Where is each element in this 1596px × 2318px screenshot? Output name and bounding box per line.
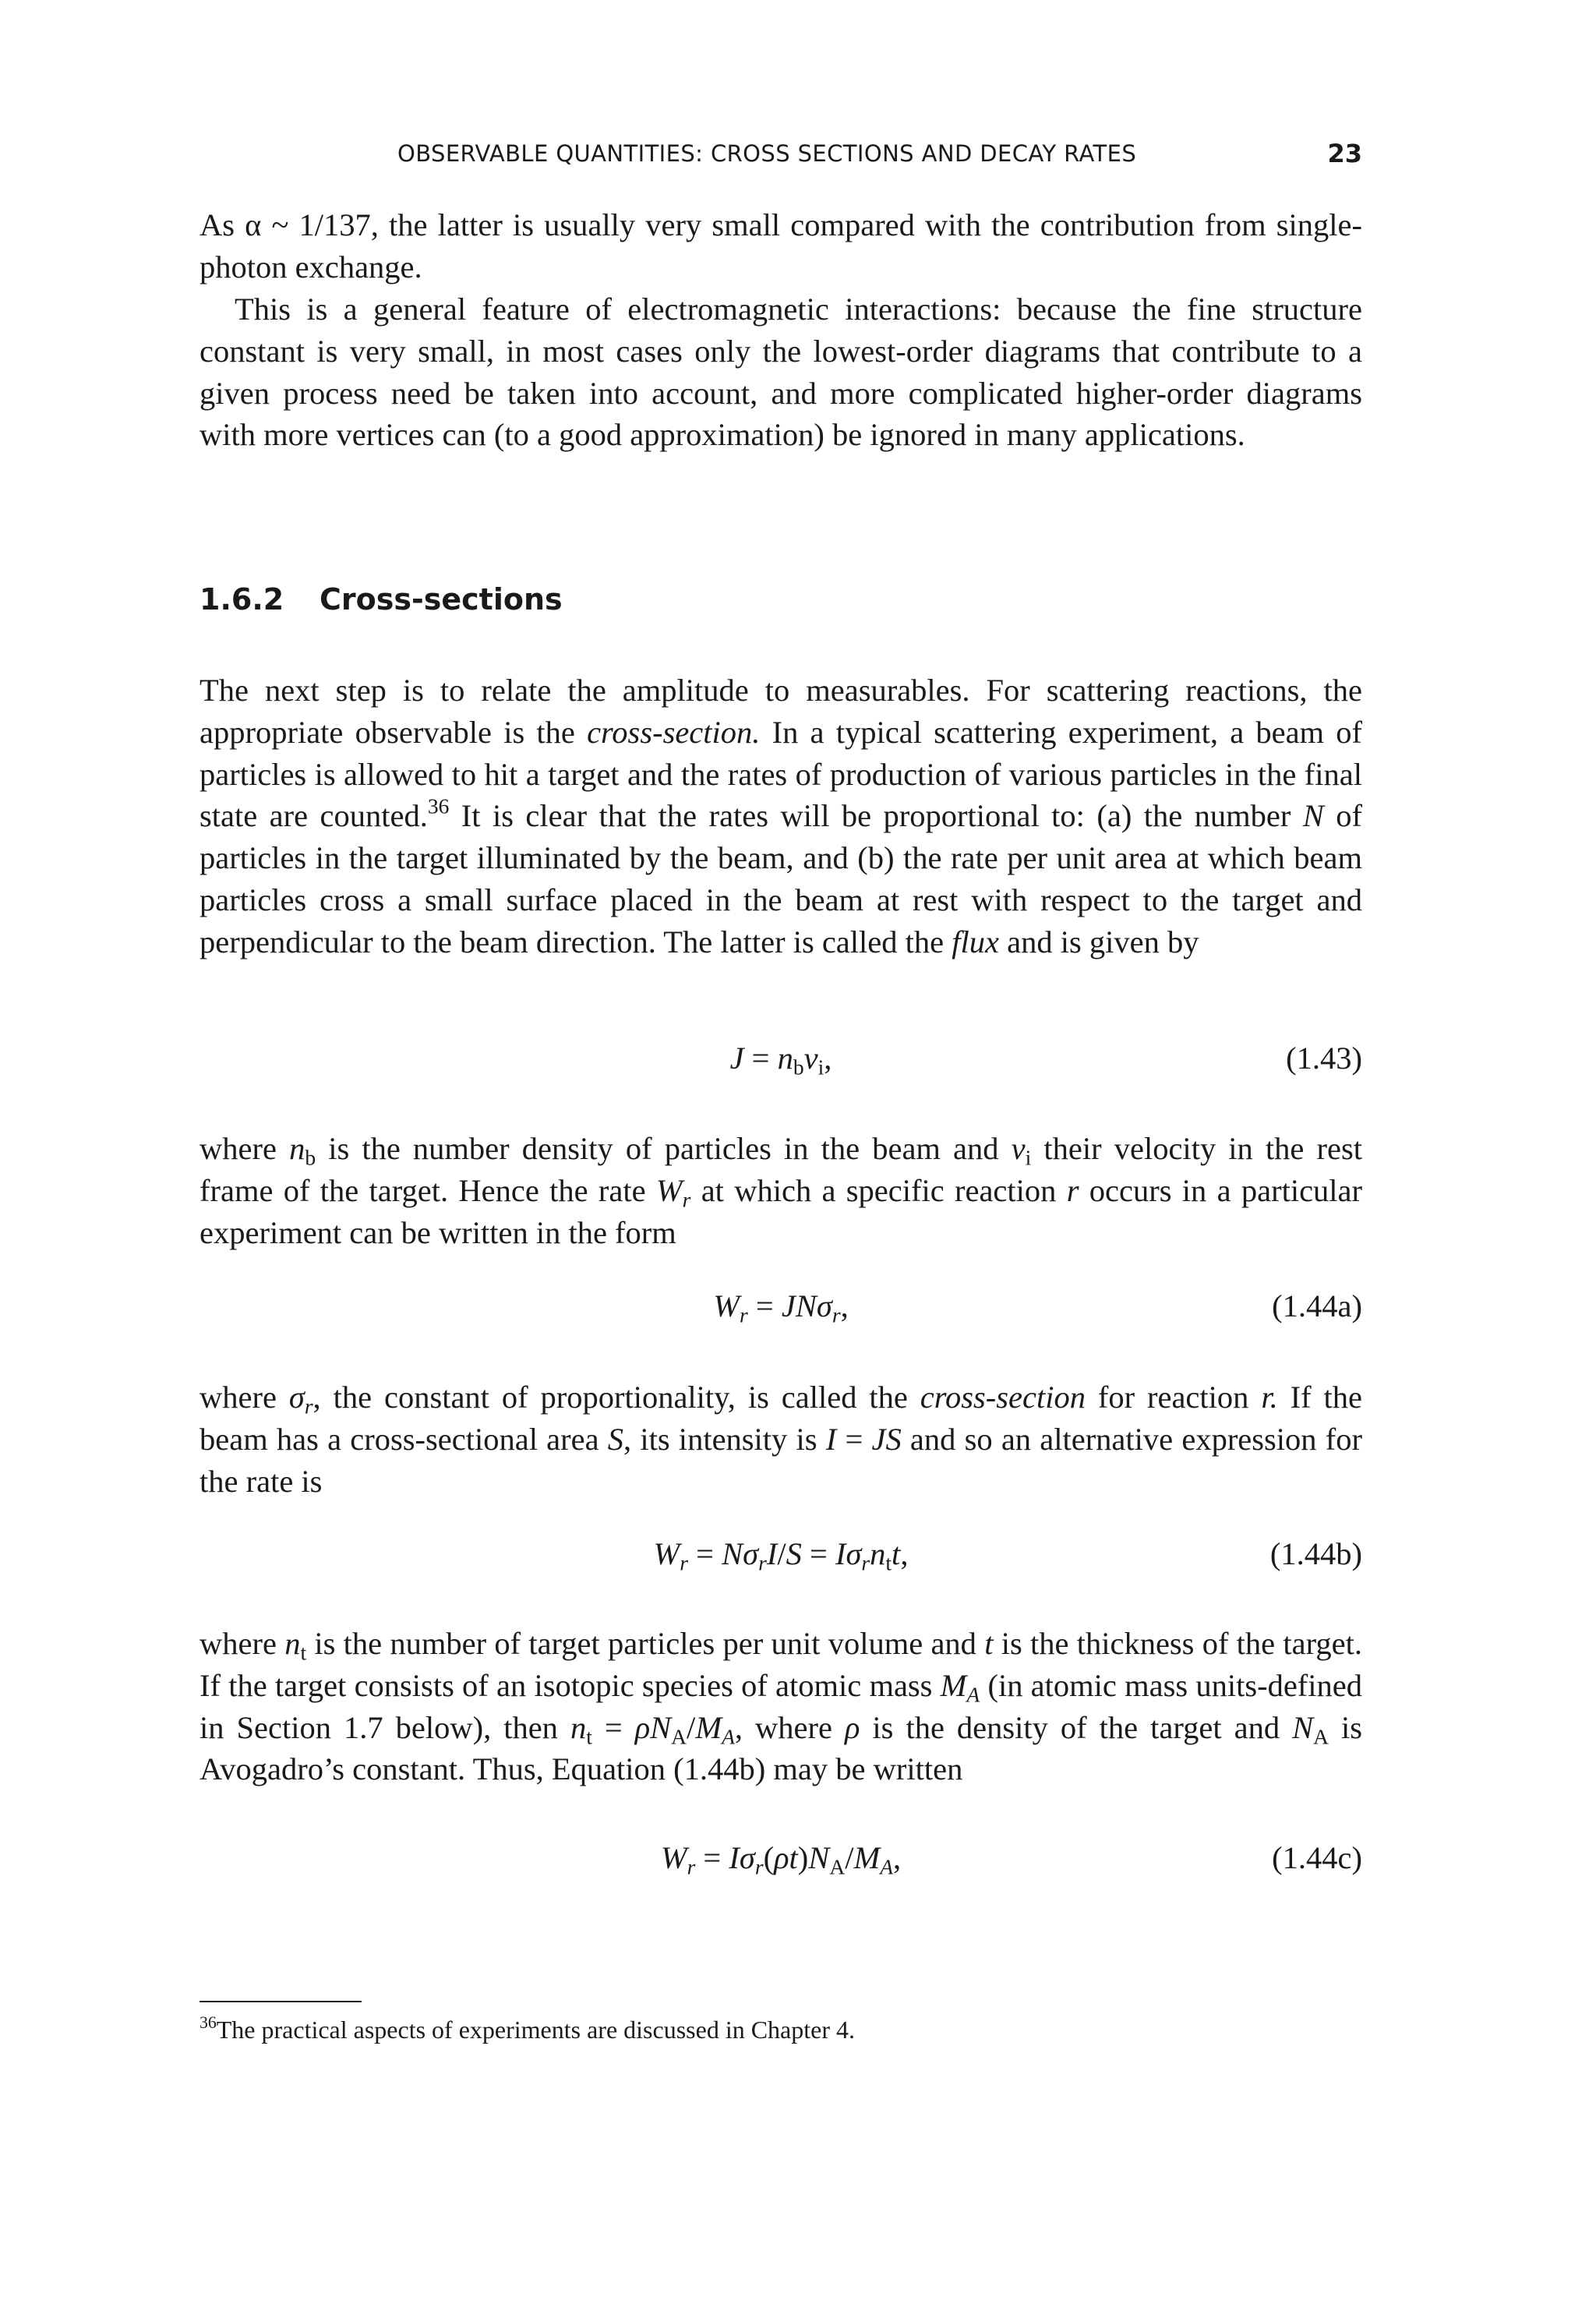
- equation-number: (1.44c): [1272, 1840, 1362, 1875]
- emphasis: cross-section: [920, 1380, 1086, 1415]
- paragraph: As α ~ 1/137, the latter is usually very small compared with the contribution from single-photon exchange.: [200, 207, 1362, 284]
- footnote-text: The practical aspects of experiments are discussed in Chapter 4.: [216, 2016, 855, 2044]
- equation-formula: $W_r = JN\sigma_r$,: [713, 1288, 849, 1327]
- equation-formula: $W_r = N\sigma_rI/S = I\sigma_rn_tt$,: [653, 1536, 909, 1575]
- emphasis: cross-section.: [587, 714, 761, 750]
- running-header: [200, 137, 1362, 171]
- equation: [200, 1040, 1362, 1083]
- paragraph: where $n_b$ is the number density of particles in the beam and $v_i$ their velocity in the rest frame of the target. Hence the rate $W_r$ at which a specific reaction r occurs in a particular experiment can be written in the form: [200, 1131, 1363, 1250]
- equation-number: (1.44a): [1272, 1288, 1362, 1323]
- footnote-reference: 36: [427, 793, 450, 818]
- section-number: 1.6.2: [200, 582, 284, 617]
- paragraph: where $\sigma_r$, the constant of proportionality, is called the cross-section for reaction r. If the beam has a cross-sectional area S, its intensity is I = JS and so an alternative expression for the rate is: [200, 1380, 1362, 1499]
- footnote: [200, 2013, 1362, 2046]
- equation-formula: $W_r = I\sigma_r(\rho t)N_A/M_A$,: [660, 1840, 902, 1879]
- paragraph: The next step is to relate the amplitude to measurables. For scattering reactions, the appropriate observable is the cross-section. In a typical scattering experiment, a beam of particles is allowed to hit a target and the rates of production of various particles in the final state are counted.$^{36}$ It is clear that the rates will be proportional to: (a) the number N of particles in the target illuminated by the beam, and (b) the rate per unit area at which beam particles cross a small surface placed in the beam at rest with respect to the target and perpendicular to the beam direction. The latter is called the flux and is given by: [200, 673, 1362, 959]
- equation-number: (1.44b): [1269, 1536, 1362, 1571]
- paragraph: This is a general feature of electromagnetic interactions: because the fine structure constant is very small, in most cases only the lowest-order diagrams that contribute to a given process need be taken into account, and more complicated higher-order diagrams with more vertices can (to a good approximation) be ignored in many applications.: [200, 292, 1362, 453]
- emphasis: flux: [952, 924, 999, 959]
- equation-number: (1.43): [1286, 1041, 1362, 1076]
- paragraph: where $n_t$ is the number of target particles per unit volume and t is the thickness of the target. If the target consists of an isotopic species of atomic mass $M_A$ (in atomic mass units-defined in Section 1.7 below), then $n_t = \rho N_A/M_A$, where ρ is the density of the target and $N_A$ is Avogadro’s constant. Thus, Equation (1.44b) may be written: [200, 1626, 1363, 1787]
- equation: [200, 1288, 1362, 1331]
- equation: [200, 1839, 1362, 1883]
- page-number: 23: [1327, 139, 1362, 168]
- equation-formula: $J = n_bv_i$,: [729, 1041, 832, 1079]
- equation: [200, 1535, 1362, 1579]
- running-title: OBSERVABLE QUANTITIES: CROSS SECTIONS AND DECAY RATES: [397, 140, 1137, 167]
- section-title: Cross-sections: [320, 582, 563, 617]
- footnote-marker: 36: [200, 2012, 217, 2032]
- section-heading: [200, 582, 563, 617]
- footnote-divider: [200, 2001, 362, 2002]
